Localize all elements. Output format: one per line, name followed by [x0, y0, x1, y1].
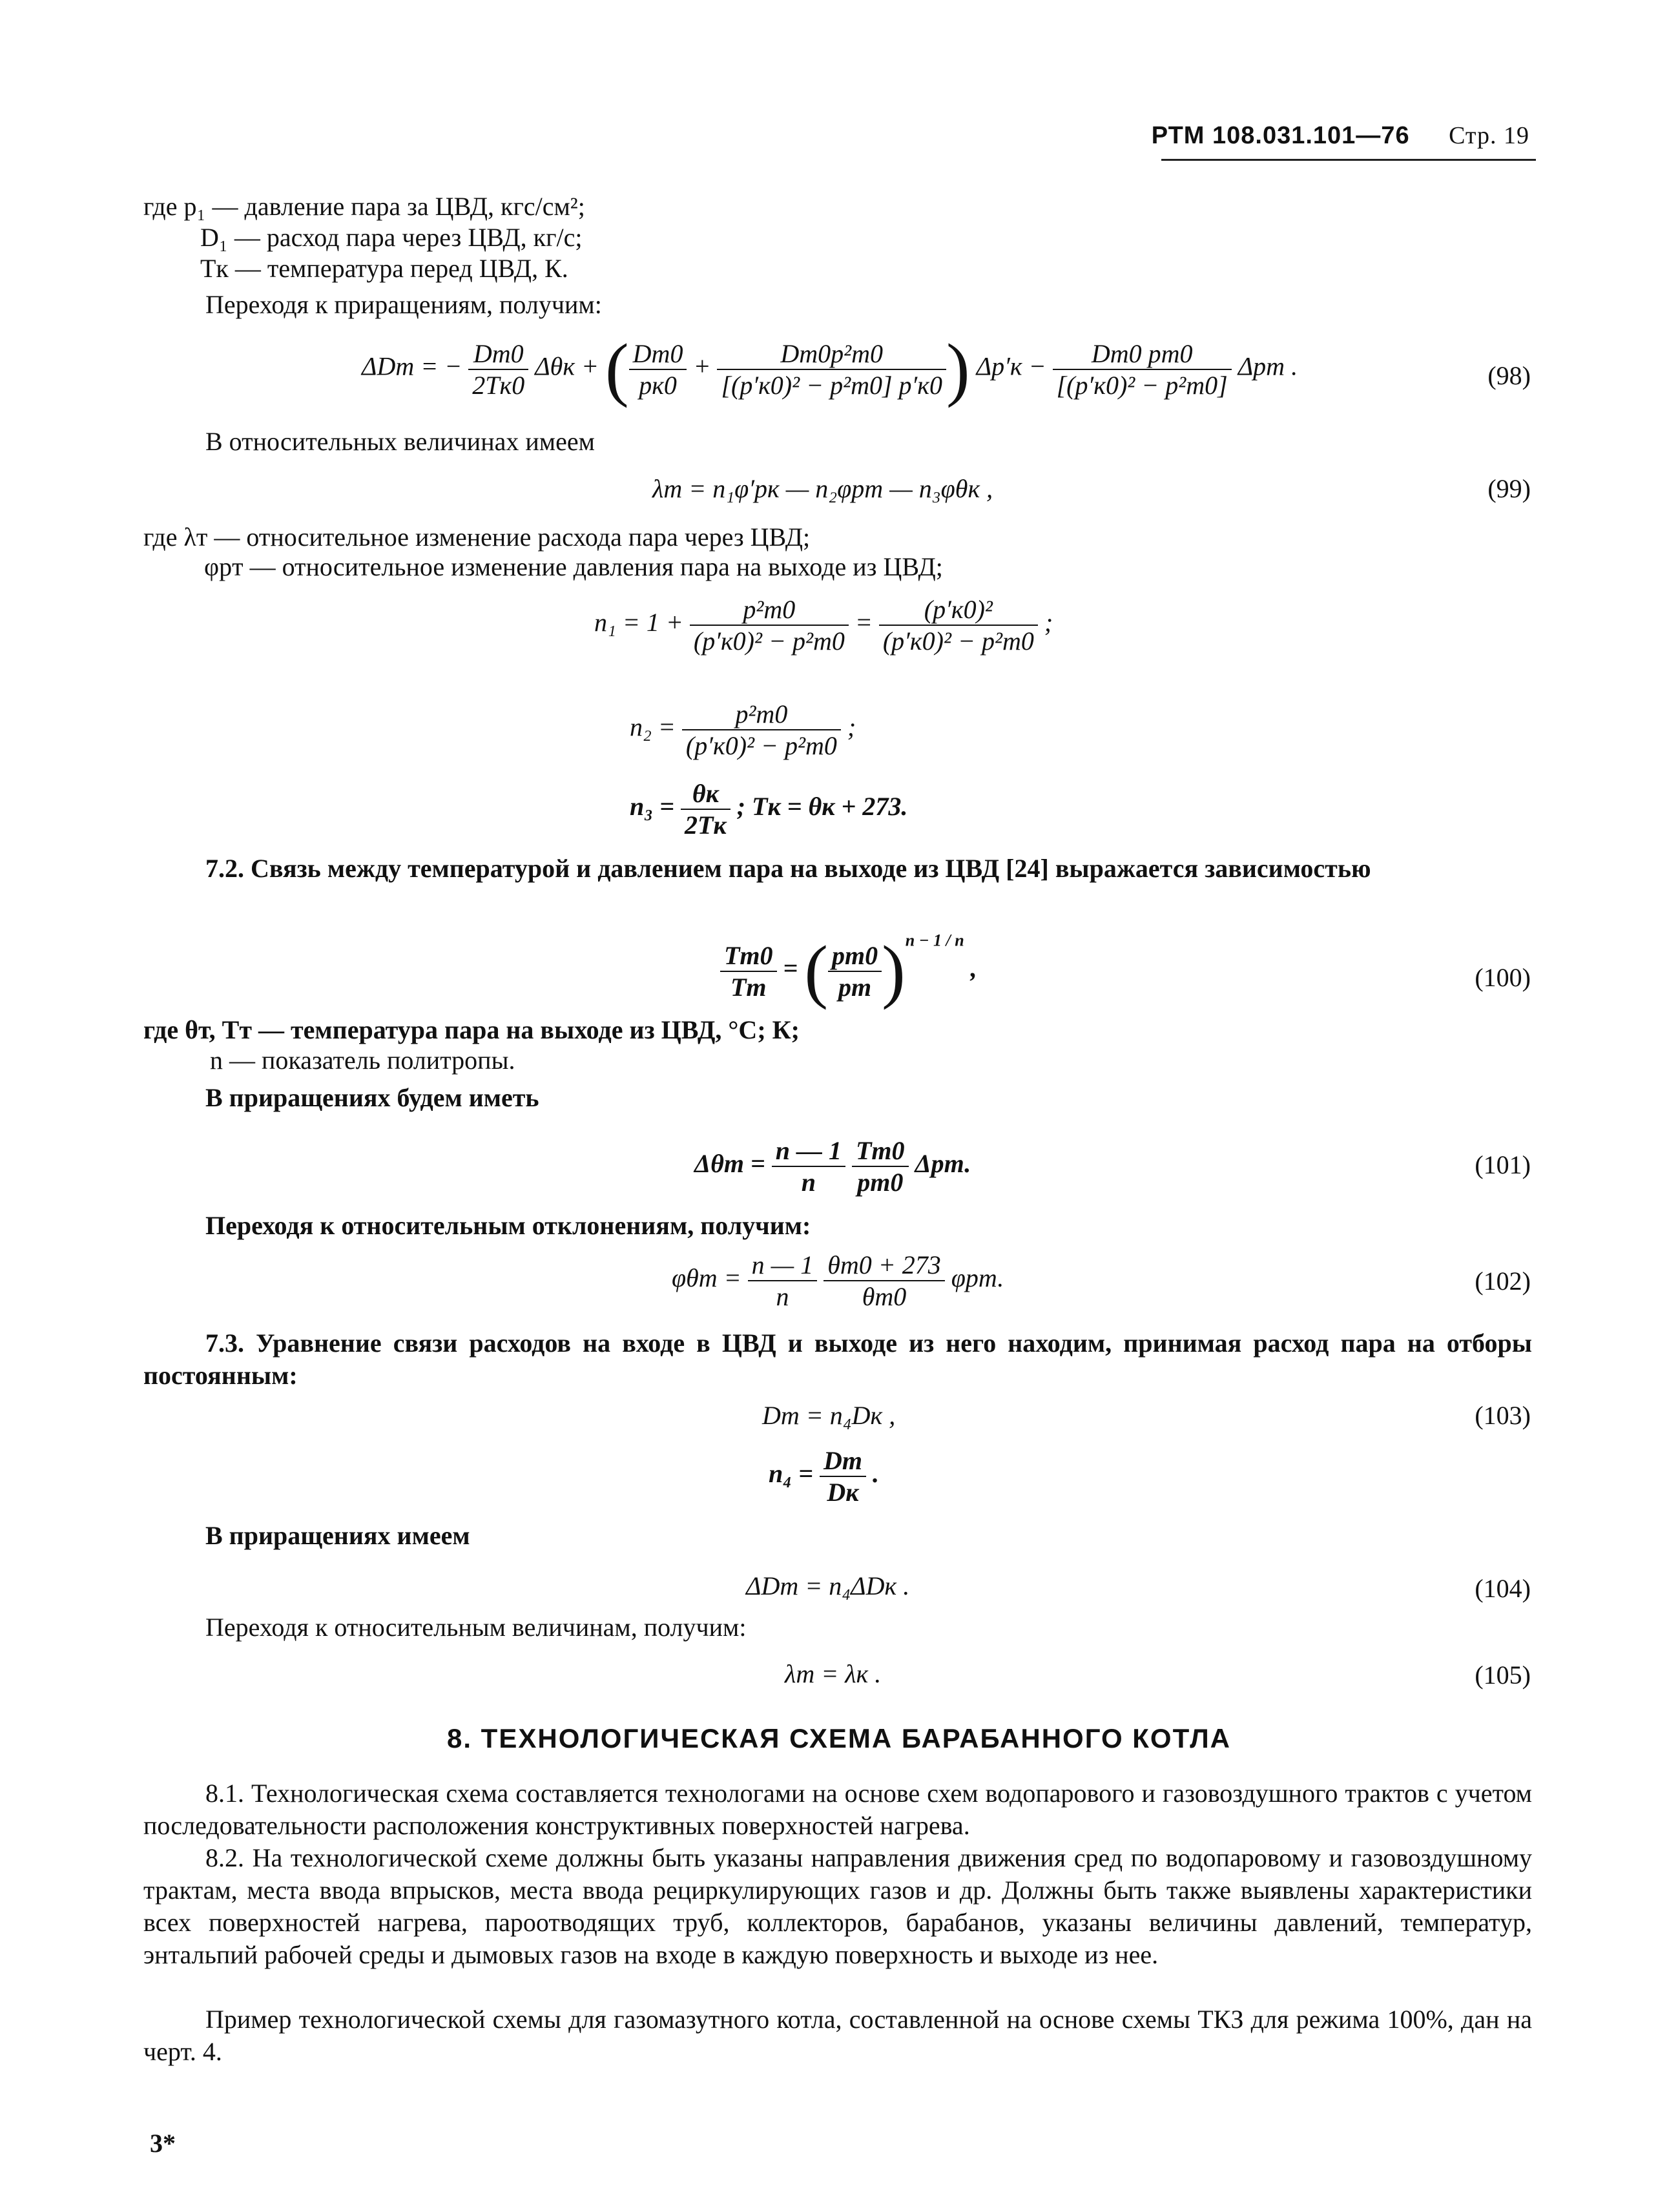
page-header — [1152, 121, 1529, 150]
equation-number-104: (104) — [1475, 1574, 1531, 1603]
equation-number-103: (103) — [1475, 1401, 1531, 1430]
eq98-frac4: $\frac{Dт0 pт0}{\text{[(p′к0)² − p²т0]}}$ — [1053, 338, 1232, 400]
header-rule — [1161, 159, 1536, 161]
page-number: Стр. 19 — [1449, 122, 1529, 149]
paragraph-8-3: Пример технологической схемы для газомазутного котла, составленной на основе схемы ТКЗ для режима 100%, дан на черт. 4. — [143, 2005, 1532, 2066]
equation-99: λт = n₁φ′pк — n₂φpт — n₃φθк , — [652, 474, 993, 503]
equation-number-105: (105) — [1475, 1660, 1531, 1690]
document-code: РТМ 108.031.101—76 — [1151, 122, 1410, 149]
equation-number-99: (99) — [1487, 474, 1531, 503]
text-relative-deviations: Переходя к относительным отклонениям, получим: — [205, 1211, 811, 1240]
equation-n2: n₂ = $\frac{\text{p²т0}}{\text{(p′к0)² − p²т0}}$ ; — [630, 699, 856, 760]
text-increments-3: В приращениях имеем — [205, 1521, 470, 1550]
section-8-title: 8. ТЕХНОЛОГИЧЕСКАЯ СХЕМА БАРАБАННОГО КОТЛА — [446, 1723, 1232, 1753]
equation-number-98: (98) — [1487, 361, 1531, 390]
equation-number-100: (100) — [1475, 963, 1531, 992]
eq100-frac2: $\frac{pт0}{pт}$ — [828, 940, 882, 1002]
equation-100: $\frac{Tт0}{Tт}$ = ( $\frac{pт0}{pт}$ )$^{n - 1 / n}$ , — [720, 930, 977, 1012]
page-signature-mark: 3* — [150, 2129, 176, 2158]
eq102-frac2: $\frac{\theta т0 + 273}{\theta т0}$ — [823, 1250, 945, 1312]
definition-tk: Tк — температура перед ЦВД, К. — [200, 254, 568, 283]
definition-n: n — показатель политропы. — [210, 1046, 515, 1075]
eq100-frac1: $\frac{Tт0}{Tт}$ — [720, 940, 777, 1002]
n3-frac: $\frac{\theta к}{2Tк}$ — [681, 778, 730, 840]
paragraph-7-3: 7.3. Уравнение связи расходов на входе в ЦВД и выходе из него находим, принимая расход пара на отборы постоянным: — [143, 1328, 1532, 1390]
eq102-frac1: $\frac{n — 1}{n}$ — [748, 1250, 818, 1312]
text-increments-2: В приращениях будем иметь — [205, 1083, 539, 1112]
text-relative: В относительных величинах имеем — [205, 427, 595, 456]
equation-number-101: (101) — [1475, 1150, 1531, 1179]
definition-d1: D₁ — расход пара через ЦВД, кг/с; — [200, 223, 583, 252]
equation-102: φθт = $\frac{n — 1}{n}$ $\frac{\theta т0 + 273}{\theta т0}$ φpт. — [672, 1250, 1004, 1311]
paragraph-8-2: 8.2. На технологической схеме должны быть указаны направления движения сред по водопаровому и газовоздушному трактам, места ввода впрысков, места ввода рециркулирующих газов и др. Должны быть также выявлены характеристики всех поверхностей нагрева, пароотводящих труб, коллекторов, барабанов, указаны величины давлений, температур, энтальпий рабочей среды и дымовых газов на входе в каждую поверхность и выходе из нее. — [143, 1843, 1532, 1969]
equation-n3: n₃ = $\frac{\theta к}{2Tк}$ ; Tк = θк + 273. — [630, 779, 908, 840]
eq101-frac2: $\frac{Tт0}{pт0}$ — [852, 1135, 909, 1197]
definition-phi-pt: φpт — относительное изменение давления пара на выходе из ЦВД; — [204, 552, 943, 581]
paragraph-7-2: 7.2. Связь между температурой и давлением пара на выходе из ЦВД [24] выражается зависимостью — [205, 854, 1371, 883]
equation-n1: n₁ = 1 + $\frac{\text{p²т0}}{\text{(p′к0)² − p²т0}}$ = $\frac{\text{(p′к0)²}}{\text{(p′к0)² − p²т0}}$ ; — [594, 595, 1053, 656]
equation-105: λт = λк . — [785, 1659, 882, 1688]
n4-frac: $\frac{Dт}{Dк}$ — [820, 1445, 866, 1507]
eq98-frac2: $\frac{Dт0}{pк0}$ — [629, 338, 687, 400]
definition-lambda-t: где λт — относительное изменение расхода пара через ЦВД; — [143, 522, 811, 552]
equation-n4: n₄ = $\frac{Dт}{Dк}$ . — [769, 1446, 879, 1507]
paragraph-8-1: 8.1. Технологическая схема составляется технологами на основе схем водопарового и газовоздушного трактов с учетом последовательности расположения конструктивных поверхностей нагрева. — [143, 1779, 1532, 1840]
equation-104: ΔDт = n₄ΔDк . — [746, 1571, 910, 1600]
definition-theta-t: где θт, Tт — температура пара на выходе из ЦВД, °С; К; — [143, 1015, 800, 1044]
eq98-frac3: $\frac{\text{Dт0p²т0}}{\text{[(p′к0)² − p²т0] p′к0}}$ — [717, 338, 946, 400]
n1-frac1: $\frac{\text{p²т0}}{\text{(p′к0)² − p²т0}}$ — [690, 594, 849, 656]
eq100-exponent: n − 1 / n — [905, 931, 964, 950]
n2-frac: $\frac{\text{p²т0}}{\text{(p′к0)² − p²т0}}$ — [682, 699, 841, 761]
equation-98: ΔDт = − $\frac{Dт0}{2Tк0}$ Δθк + ( $\frac{Dт0}{pк0}$ + $\frac{\text{Dт0p²т0}}{\text{[(p′к0)² − p²т0] p′к0}}$ ) Δp′к − $\frac{Dт0 pт0}{\text{[(p′к0)² − p²т0]}}$ Δpт . — [362, 329, 1298, 408]
text-relative-values: Переходя к относительным величинам, получим: — [205, 1613, 747, 1642]
eq98-lhs: ΔDт = − — [362, 351, 462, 381]
eq98-frac1: $\frac{Dт0}{2Tк0}$ — [468, 338, 528, 400]
equation-103: Dт = n₄Dк , — [762, 1401, 896, 1430]
definition-p1: где p₁ — давление пара за ЦВД, кгс/см²; — [143, 192, 585, 221]
equation-number-102: (102) — [1475, 1266, 1531, 1296]
equation-101: Δθт = $\frac{n — 1}{n}$ $\frac{Tт0}{pт0}$ Δpт. — [694, 1136, 971, 1197]
eq101-frac1: $\frac{n — 1}{n}$ — [772, 1135, 845, 1197]
text-increments: Переходя к приращениям, получим: — [205, 290, 602, 319]
n1-frac2: $\frac{\text{(p′к0)²}}{\text{(p′к0)² − p²т0}}$ — [879, 594, 1038, 656]
